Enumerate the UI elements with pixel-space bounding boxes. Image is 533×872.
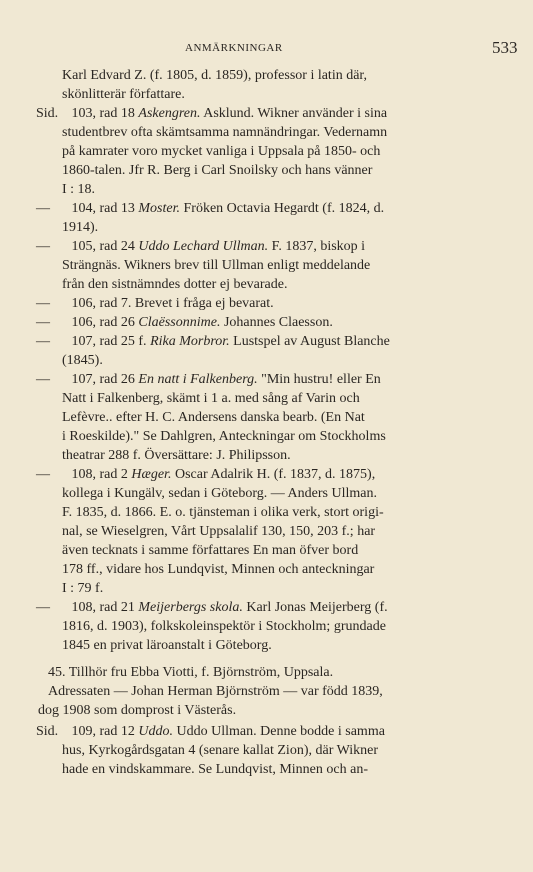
note-line: Strängnäs. Wikners brev till Ullman enligt meddelande (62, 258, 371, 273)
note-term: Askengren. (138, 106, 201, 121)
entry-label: Sid. (36, 106, 59, 121)
note-entry: — 106, rad 26 Claëssonnime. Johannes Claesson. (36, 315, 333, 330)
note-line: nal, se Wieselgren, Vårt Uppsalalif 130, 150, 203 f.; har (62, 524, 376, 539)
note-entry: Sid. 109, rad 12 Uddo. Uddo Ullman. Denne bodde i samma (36, 724, 385, 739)
note-line: (1845). (62, 353, 103, 368)
page-header (0, 38, 533, 58)
note-entry: — 108, rad 21 Meijerbergs skola. Karl Jonas Meijerberg (f. (36, 600, 388, 615)
note-line: Lefèvre.. efter H. C. Andersens danska bearb. (En Nat (62, 410, 365, 425)
note-line: theatrar 288 f. Översättare: J. Philipsson. (62, 448, 291, 463)
note-line: från den sistnämndes dotter ej bevarade. (62, 277, 288, 292)
note-term: Meijerbergs skola. (138, 600, 243, 615)
continuation-line: skönlitterär författare. (62, 87, 185, 102)
note-line: hade en vindskammare. Se Lundqvist, Minnen och an- (62, 762, 368, 777)
note-term: Moster. (138, 201, 181, 216)
note-line: I : 18. (62, 182, 96, 197)
note-line: hus, Kyrkogårdsgatan 4 (senare kallat Zion), där Wikner (62, 743, 379, 758)
note-term: Uddo Lechard Ullman. (138, 239, 269, 254)
note-entry: — 104, rad 13 Moster. Fröken Octavia Hegardt (f. 1824, d. (36, 201, 385, 216)
note-entry: — 105, rad 24 Uddo Lechard Ullman. F. 1837, biskop i (36, 239, 366, 254)
note-entry: — 107, rad 26 En natt i Falkenberg. "Min hustru! eller En (36, 372, 381, 387)
note-term: Uddo. (138, 724, 174, 739)
note-line: i Roeskilde)." Se Dahlgren, Anteckningar om Stockholms (62, 429, 386, 444)
note-line: kollega i Kungälv, sedan i Göteborg. — Anders Ullman. (62, 486, 377, 501)
note-entry: — 106, rad 7. Brevet i fråga ej bevarat. (36, 296, 274, 311)
note-line: 1845 en privat läroanstalt i Göteborg. (62, 638, 272, 653)
note-entry: Sid. 103, rad 18 Askengren. Asklund. Wikner använder i sina (36, 106, 388, 121)
note-line: I : 79 f. (62, 581, 104, 596)
entry-label: Sid. (36, 724, 59, 739)
note-line: på kamrater voro mycket vanliga i Uppsala på 1850- och (62, 144, 381, 159)
letter-heading: 45. Tillhör fru Ebba Viotti, f. Björnström, Uppsala. (48, 665, 334, 680)
note-entry: — 108, rad 2 Hæger. Oscar Adalrik H. (f. 1837, d. 1875), (36, 467, 376, 482)
note-line: även tecknats i samme författares En man öfver bord (62, 543, 359, 558)
running-head: ANMÄRKNINGAR (185, 42, 283, 54)
note-line: studentbrev ofta skämtsamma namnändringar. Vedernamn (62, 125, 388, 140)
letter-line: dog 1908 som domprost i Västerås. (38, 703, 237, 718)
page-number: 533 (492, 38, 518, 57)
letter-number: 45. (48, 665, 66, 680)
note-line: 1860-talen. Jfr R. Berg i Carl Snoilsky och hans vänner (62, 163, 373, 178)
note-line: F. 1835, d. 1866. E. o. tjänsteman i olika verk, stort origi- (62, 505, 384, 520)
note-line: Natt i Falkenberg, skämt i 1 a. med sång af Varin och (62, 391, 360, 406)
note-line: 178 ff., vidare hos Lundqvist, Minnen och anteckningar (62, 562, 375, 577)
note-term: En natt i Falkenberg. (138, 372, 258, 387)
note-line: 1816, d. 1903), folkskoleinspektör i Stockholm; grundade (62, 619, 386, 634)
letter-line: Adressaten — Johan Herman Björnström — var född 1839, (48, 684, 383, 699)
continuation-line: Karl Edvard Z. (f. 1805, d. 1859), professor i latin där, (62, 68, 368, 83)
note-entry: — 107, rad 25 f. Rika Morbror. Lustspel av August Blanche (36, 334, 390, 349)
note-term: Claëssonnime. (138, 315, 221, 330)
note-term: Rika Morbror. (150, 334, 230, 349)
note-term: Hæger. (131, 467, 172, 482)
note-line: 1914). (62, 220, 99, 235)
